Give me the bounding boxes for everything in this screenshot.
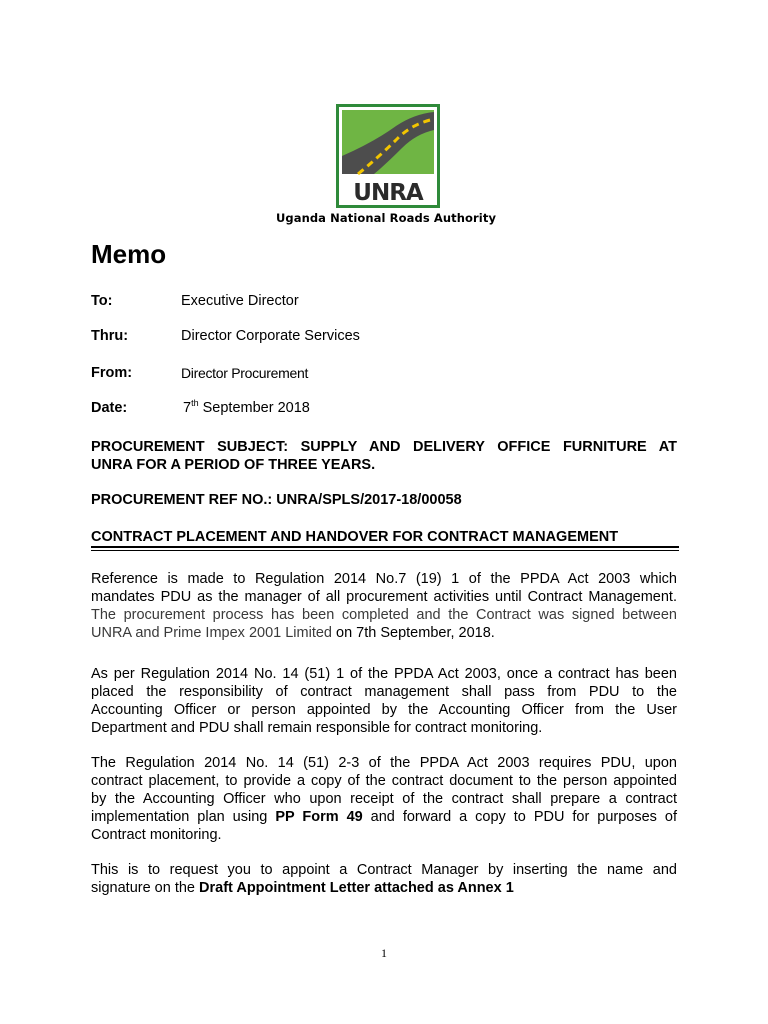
p3-line-4a: implementation plan using [91,809,276,825]
to-label: To: [91,293,113,309]
page-number: 1 [381,946,387,960]
p3-line-5: Contract monitoring. [91,827,222,843]
heading-rule-thin [91,550,679,551]
p2-line-3: Accounting Officer or person appointed by the Accounting Officer from the User [91,702,677,718]
paragraph-3 [91,754,677,844]
road-logo-icon [336,104,440,208]
date-value [183,400,310,416]
logo-wordmark: UNRA [353,180,423,206]
procurement-subject [91,438,677,474]
p2-line-4: Department and PDU shall remain responsible for contract monitoring. [91,720,543,736]
p1-line-2: mandates PDU as the manager of all procurement activities until Contract Management. [91,589,677,605]
from-value: Director Procurement [181,365,309,381]
p3-line-3: by the Accounting Officer who upon receipt of the contract shall prepare a contract [91,791,677,807]
subject-line-2: UNRA FOR A PERIOD OF THREE YEARS. [91,457,376,473]
contract-heading: CONTRACT PLACEMENT AND HANDOVER FOR CONTRACT MANAGEMENT [91,529,619,545]
p1-line-3: The procurement process has been completed and the Contract was signed between [91,607,677,623]
p3-line-2: contract placement, to provide a copy of the contract document to the person appointed [91,773,677,789]
thru-label: Thru: [91,328,129,344]
paragraph-4 [91,861,677,897]
memo-title: Memo [91,239,167,269]
subject-line-1: PROCUREMENT SUBJECT: SUPPLY AND DELIVERY OFFICE FURNITURE AT [91,439,677,455]
paragraph-1 [91,570,677,642]
p4-line-1: This is to request you to appoint a Contract Manager by inserting the name and [91,862,677,878]
organization-name: Uganda National Roads Authority [275,211,497,225]
to-value: Executive Director [181,293,299,309]
date-rest: September 2018 [198,400,310,416]
procurement-ref: PROCUREMENT REF NO.: UNRA/SPLS/2017-18/00058 [91,492,462,508]
p3-line-4c: and forward a copy to PDU for purposes of [362,809,677,825]
p2-line-2: placed the responsibility of contract management shall pass from PDU to the [91,684,677,700]
p3-line-1: The Regulation 2014 No. 14 (51) 2-3 of the PPDA Act 2003 requires PDU, upon [91,755,677,771]
thru-value: Director Corporate Services [181,328,360,344]
date-label: Date: [91,400,128,416]
date-day: 7 [183,400,192,416]
pp-form-49: PP Form 49 [275,809,363,825]
unra-logo [336,104,440,208]
heading-rule-thick [91,546,679,548]
paragraph-2 [91,665,677,737]
from-label: From: [91,365,133,381]
annex-reference: Draft Appointment Letter attached as Annex 1 [199,880,514,896]
p4-line-2a: signature on the [91,880,200,896]
date-suffix: th [191,398,199,408]
p1-line-4a: UNRA and Prime Impex 2001 Limited [91,625,332,641]
p2-line-1: As per Regulation 2014 No. 14 (51) 1 of the PPDA Act 2003, once a contract has been [91,666,677,682]
p1-line-4b: on 7th September, 2018. [331,625,495,641]
p1-line-1: Reference is made to Regulation 2014 No.7 (19) 1 of the PPDA Act 2003 which [91,571,677,587]
